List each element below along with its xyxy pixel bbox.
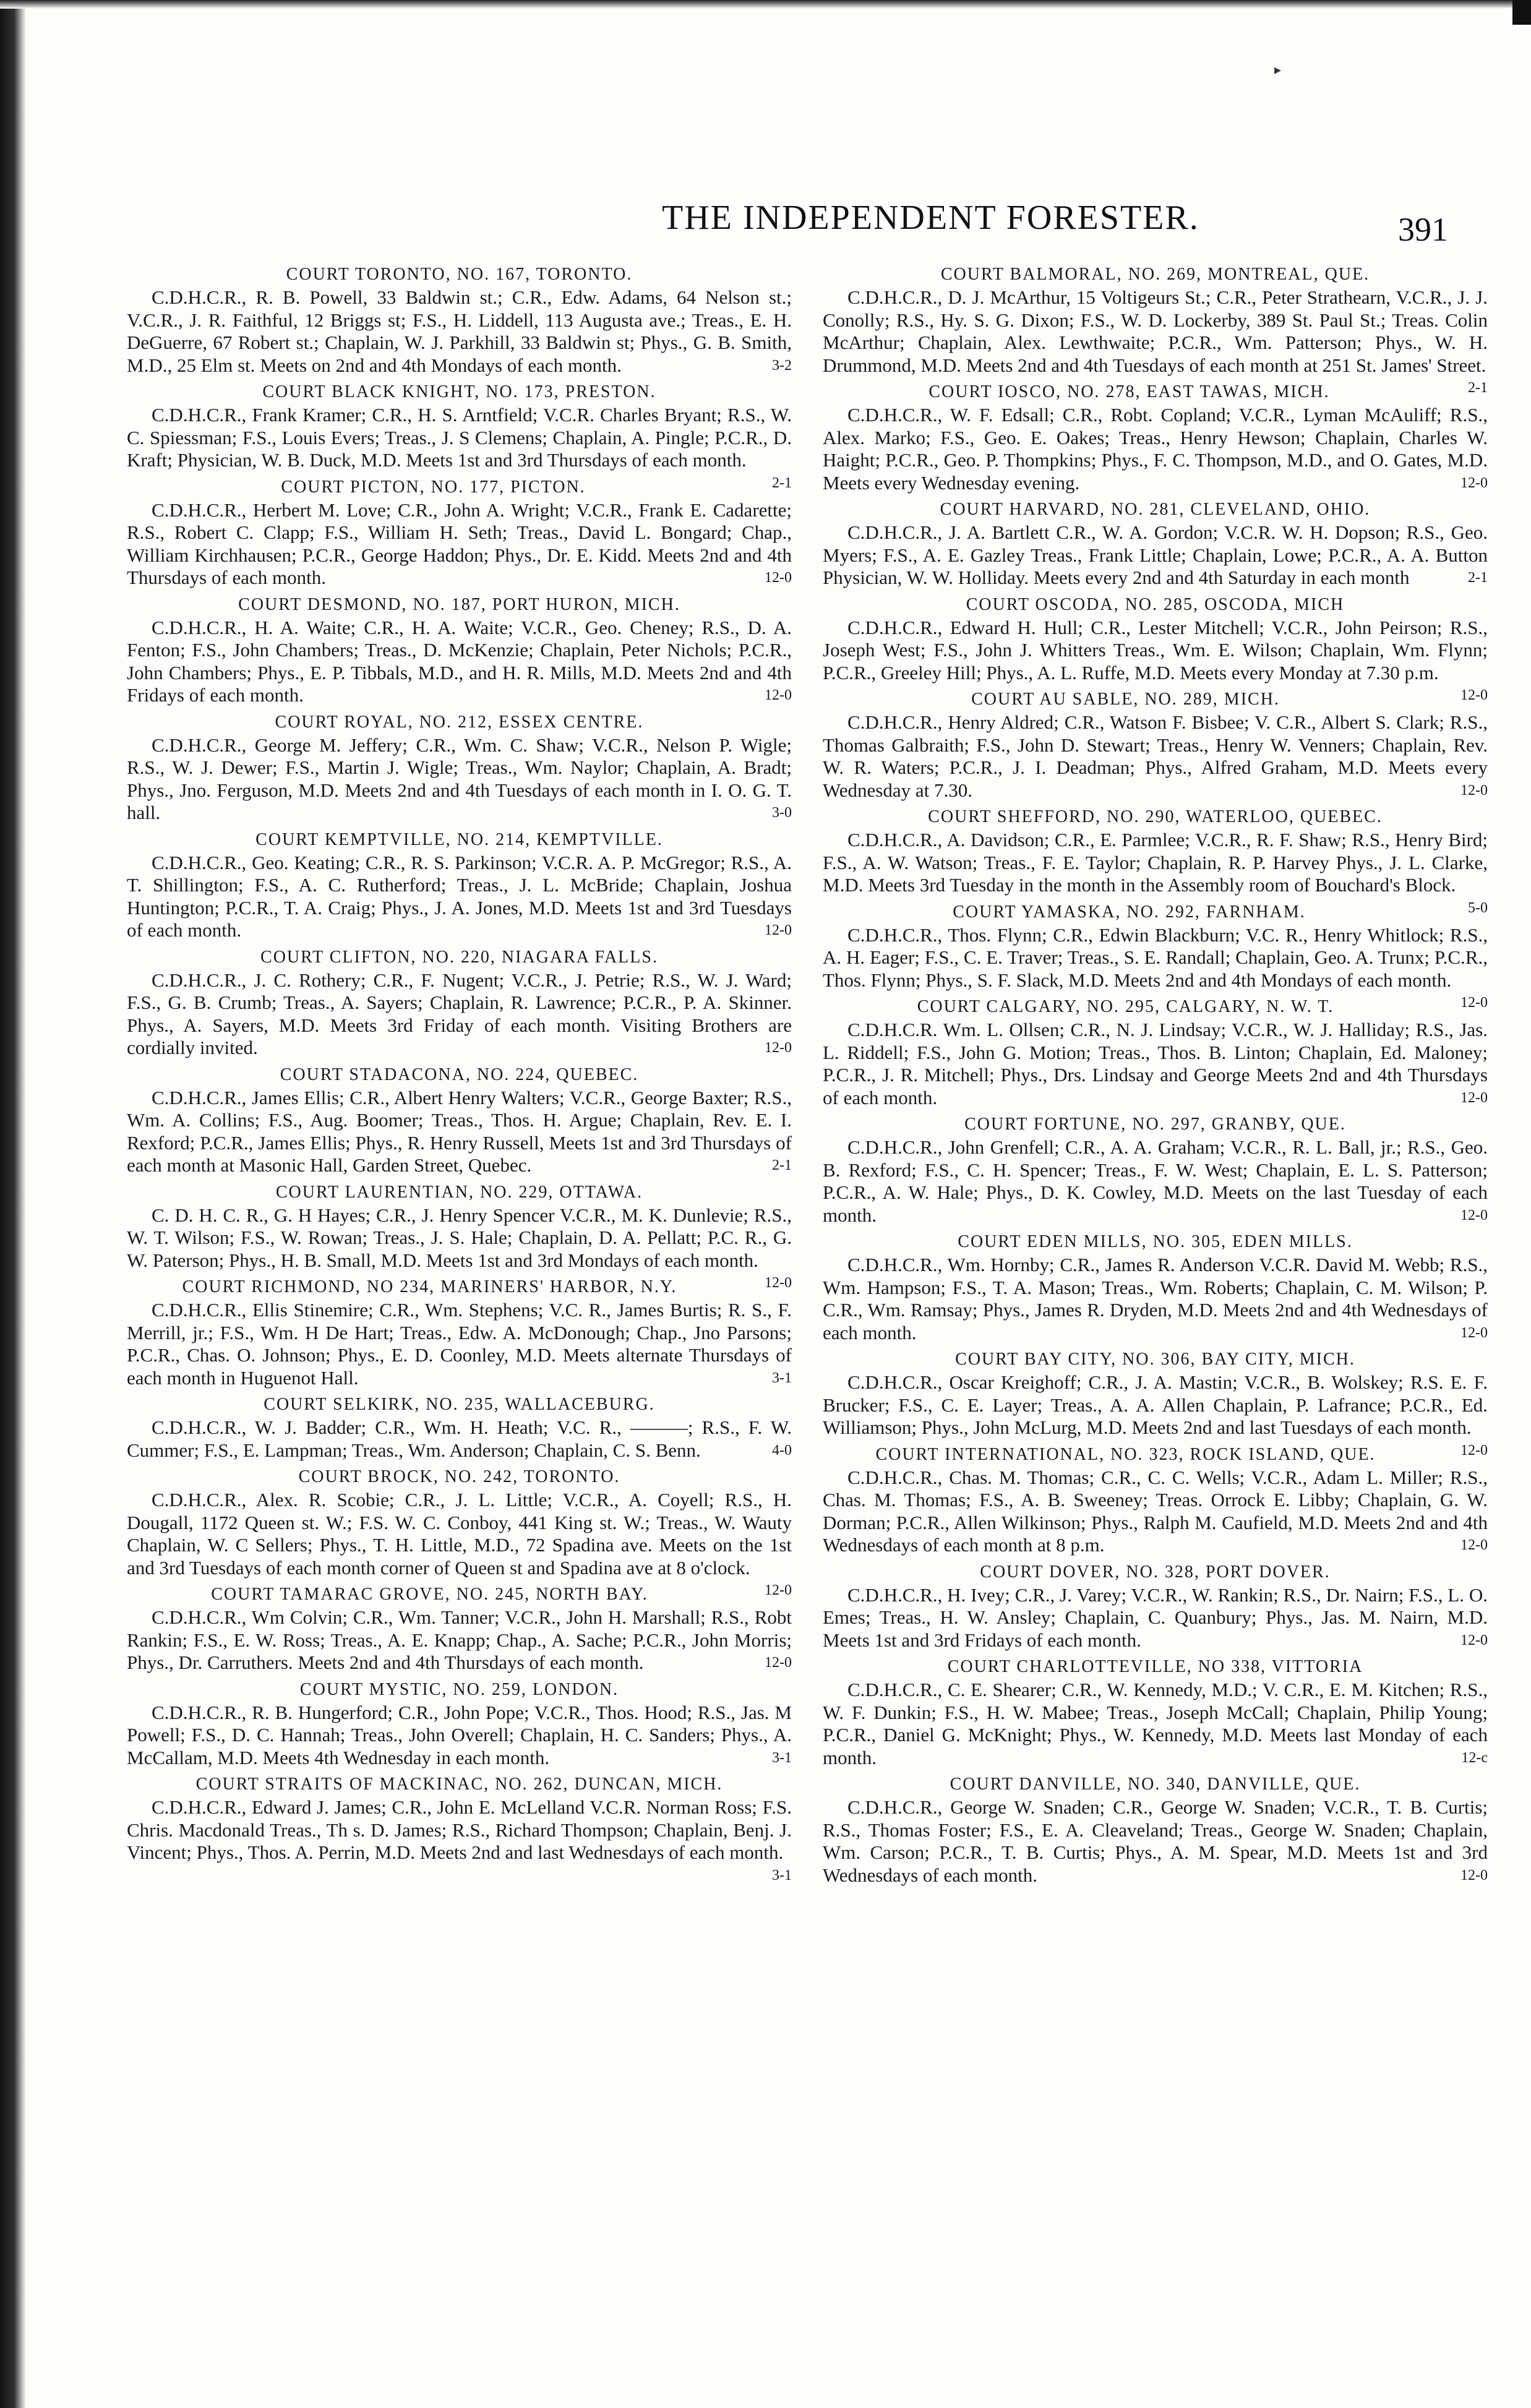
- court-code: 3-2: [772, 357, 792, 374]
- court-heading: COURT DESMOND, NO. 187, PORT HURON, MICH.: [238, 594, 680, 614]
- court-body-text: C.D.H.C.R., H. A. Waite; C.R., H. A. Waite; V.C.R., Geo. Cheney; R.S., D. A. Fenton; F.S., John Chambers; Treas., D. McKenzie; Chaplain, Peter Nichols; P.C.R., John Chambers; Phys., E. P. Tibbals, M.D., and H. R. Mills, M.D. Meets 2nd and 4th Fridays of each month.: [127, 616, 792, 706]
- court-entry: [823, 1561, 1488, 1652]
- court-entry: [127, 263, 792, 377]
- court-body: [127, 1416, 792, 1462]
- court-body: [127, 1796, 792, 1883]
- court-code: 12-0: [765, 1655, 792, 1671]
- court-entry: [127, 1275, 792, 1389]
- court-entry: [127, 1393, 792, 1462]
- court-heading: COURT INTERNATIONAL, NO. 323, ROCK ISLAND, QUE.: [875, 1444, 1376, 1464]
- court-code: 12-0: [1460, 1207, 1488, 1223]
- court-body: [127, 286, 792, 377]
- court-heading: COURT MYSTIC, NO. 259, LONDON.: [299, 1679, 619, 1699]
- court-body-text: C.D.H.C.R., Ellis Stinemire; C.R., Wm. Stephens; V.C. R., James Burtis; R. S., F. Merrill, jr.; F.S., Wm. H De Hart; Treas., Edw. A. McDonough; Chap., Jno Parsons; P.C.R., Chas. O. Johnson; Phys., E. D. Coonley, M.D. Meets alternate Thursdays of each month in Huguenot Hall.: [127, 1299, 792, 1389]
- court-heading: COURT SHEFFORD, NO. 290, WATERLOO, QUEBEC.: [928, 807, 1383, 826]
- court-body: [823, 1254, 1488, 1344]
- court-heading: COURT HARVARD, NO. 281, CLEVELAND, OHIO.: [940, 500, 1371, 519]
- court-heading: COURT TAMARAC GROVE, NO. 245, NORTH BAY.: [211, 1585, 648, 1604]
- court-heading: COURT EDEN MILLS, NO. 305, EDEN MILLS.: [958, 1232, 1353, 1251]
- court-heading: COURT BROCK, NO. 242, TORONTO.: [298, 1467, 620, 1486]
- court-entry: [127, 946, 792, 1060]
- court-code: 3-1: [772, 1867, 792, 1883]
- court-body: [823, 1467, 1488, 1557]
- court-heading: COURT PICTON, NO. 177, PICTON.: [281, 477, 586, 497]
- court-body: [127, 617, 792, 707]
- court-body-text: C.D.H.C.R., R. B. Hungerford; C.R., John Pope; V.C.R., Thos. Hood; R.S., Jas. M Powell; F.S., D. C. Hannah; Treas., John Overell; Chaplain, H. C. Sanders; Phys., A. McCallam, M.D. Meets 4th Wednesday in each month.: [127, 1701, 792, 1768]
- court-entry: [127, 476, 792, 589]
- court-code: 12-0: [765, 687, 792, 703]
- court-body: [823, 1796, 1488, 1887]
- court-code: 12-0: [1460, 1537, 1488, 1553]
- court-body: [127, 734, 792, 825]
- court-body-text: C.D.H.C.R., Frank Kramer; C.R., H. S. Arntfield; V.C.R. Charles Bryant; R.S., W. C. Spiessman; F.S., Louis Evers; Treas., J. S Clemens; Chaplain, A. Pingle; P.C.R., D. Kraft; Physician, W. B. Duck, M.D. Meets 1st and 3rd Thursdays of each month.: [127, 404, 792, 471]
- court-heading: COURT CALGARY, NO. 295, CALGARY, N. W. T.: [917, 997, 1334, 1016]
- court-body: [823, 1584, 1488, 1652]
- court-body: [823, 1019, 1488, 1109]
- court-heading: COURT DANVILLE, NO. 340, DANVILLE, QUE.: [950, 1775, 1361, 1794]
- court-heading: COURT BALMORAL, NO. 269, MONTREAL, QUE.: [940, 265, 1370, 284]
- court-code: 2-1: [772, 1157, 792, 1173]
- court-code: 2-1: [772, 474, 792, 491]
- court-code: 12-0: [765, 1040, 792, 1056]
- court-heading: COURT LAURENTIAN, NO. 229, OTTAWA.: [275, 1182, 643, 1202]
- court-code: 12-0: [1460, 782, 1488, 799]
- court-code: 12-0: [1460, 474, 1488, 491]
- court-body: [823, 1136, 1488, 1227]
- court-heading: COURT CLIFTON, NO. 220, NIAGARA FALLS.: [260, 947, 658, 967]
- court-body-text: C.D.H.C.R., C. E. Shearer; C.R., W. Kennedy, M.D.; V. C.R., E. M. Kitchen; R.S., W. F. Dunkin; F.S., H. W. Mabee; Treas., Joseph McCall; Chaplain, Philip Young; P.C.R., Daniel G. McKnight; Phys., W. Kennedy, M.D. Meets last Monday of each month.: [823, 1679, 1488, 1768]
- court-entry: [823, 1443, 1488, 1557]
- court-code: 12-0: [1460, 1089, 1488, 1106]
- court-entry: [823, 498, 1488, 589]
- court-entry: [127, 593, 792, 707]
- court-entry: [127, 711, 792, 825]
- court-code: 12-0: [1460, 1867, 1488, 1883]
- court-entry: [127, 1583, 792, 1674]
- court-code: 12-0: [765, 1582, 792, 1598]
- court-code: 12-0: [1460, 1632, 1488, 1648]
- court-heading: COURT KEMPTVILLE, NO. 214, KEMPTVILLE.: [255, 829, 663, 849]
- court-body-text: C.D.H.C.R., Alex. R. Scobie; C.R., J. L. Little; V.C.R., A. Coyell; R.S., H. Dougall, 1172 Queen st. W.; F.S. W. C. Conboy, 441 King st. W.; Treas., W. Wauty Chaplain, W. C Sellers; Phys., T. H. Little, M.D., 72 Spadina ave. Meets on the 1st and 3rd Tuesdays of each month corner of Queen st and Spadina ave at 8 o'clock.: [127, 1489, 792, 1579]
- court-heading: COURT YAMASKA, NO. 292, FARNHAM.: [953, 902, 1306, 922]
- court-entry: [823, 1773, 1488, 1887]
- court-entry: [127, 828, 792, 942]
- court-heading: COURT ROYAL, NO. 212, ESSEX CENTRE.: [275, 712, 644, 732]
- court-heading: COURT DOVER, NO. 328, PORT DOVER.: [980, 1562, 1331, 1582]
- page-shadow-top: [0, 0, 1531, 9]
- court-entry: [823, 688, 1488, 802]
- court-body-text: C.D.H.C.R., Herbert M. Love; C.R., John A. Wright; V.C.R., Frank E. Cadarette; R.S., Robert C. Clapp; F.S., William H. Seth; Treas., David L. Bongard; Chap., William Kirchhausen; P.C.R., George Haddon; Phys., Dr. E. Kidd. Meets 2nd and 4th Thursdays of each month.: [127, 499, 792, 588]
- court-code: 3-1: [772, 1369, 792, 1386]
- right-column: [823, 263, 1488, 2366]
- court-code: 12-0: [1460, 995, 1488, 1011]
- court-body-text: C.D.H.C.R., Edward H. Hull; C.R., Lester Mitchell; V.C.R., John Peirson; R.S., Joseph West; F.S., John J. Whitters Treas., Wm. E. Wilson; Chaplain, Wm. Flynn; P.C.R., Greeley Hill; Phys., A. L. Ruffe, M.D. Meets every Monday at 7.30 p.m.: [823, 616, 1488, 683]
- court-body: [127, 1606, 792, 1674]
- court-heading: COURT AU SABLE, NO. 289, MICH.: [971, 690, 1280, 709]
- court-heading: COURT IOSCO, NO. 278, EAST TAWAS, MICH.: [928, 382, 1330, 401]
- court-body: [127, 969, 792, 1060]
- court-body-text: C.D.H.C.R., Wm Colvin; C.R., Wm. Tanner; V.C.R., John H. Marshall; R.S., Robt Rankin; F.S., E. W. Ross; Treas., A. E. Knapp; Chap., A. Sache; P.C.R., John Morris; Phys., Dr. Carruthers. Meets 2nd and 4th Thursdays of each month.: [127, 1606, 792, 1673]
- court-code: 12-c: [1461, 1749, 1488, 1766]
- court-entry: [127, 1773, 792, 1883]
- court-body-text: C.D.H.C.R., D. J. McArthur, 15 Voltigeurs St.; C.R., Peter Strathearn, V.C.R., J. J. Conolly; R.S., Hy. S. G. Dixon; F.S., W. D. Lockerby, 389 St. Paul St.; Treas. Colin McArthur; Chaplain, Alex. Lewthwaite; P.C.R., Wm. Patterson; Phys., W. H. Drummond, M.D. Meets 2nd and 4th Tuesdays of each month at 251 St. James' Street.: [823, 286, 1488, 376]
- court-body-text: C.D.H.C.R., George M. Jeffery; C.R., Wm. C. Shaw; V.C.R., Nelson P. Wigle; R.S., W. J. Dewer; F.S., Martin J. Wigle; Treas., Wm. Naylor; Chaplain, A. Bradt; Phys., Jno. Ferguson, M.D. Meets 2nd and 4th Tuesdays of each month in I. O. G. T. hall.: [127, 734, 792, 823]
- court-body-text: C.D.H.C.R., Chas. M. Thomas; C.R., C. C. Wells; V.C.R., Adam L. Miller; R.S., Chas. M. Thomas; F.S., A. B. Sweeney; Treas. Orrock E. Libby; Chaplain, G. W. Dorman; P.C.R., Allen Wilkinson; Phys., Ralph M. Caufield, M.D. Meets 2nd and 4th Wednesdays of each month at 8 p.m.: [823, 1466, 1488, 1556]
- court-body-text: C.D.H.C.R., Wm. Hornby; C.R., James R. Anderson V.C.R. David M. Webb; R.S., Wm. Hampson; F.S., T. A. Mason; Treas., Wm. Roberts; Chaplain, C. M. Wilson; P. C.R., Wm. Ramsay; Phys., James R. Dryden, M.D. Meets 2nd and 4th Wednesdays of each month.: [823, 1254, 1488, 1343]
- page-shadow-left: [0, 0, 26, 2408]
- court-entry: [823, 1230, 1488, 1344]
- court-body-text: C.D.H.C.R., A. Davidson; C.R., E. Parmlee; V.C.R., R. F. Shaw; R.S., Henry Bird; F.S., A. W. Watson; Treas., F. E. Taylor; Chaplain, R. P. Harvey Phys., J. L. Clarke, M.D. Meets 3rd Tuesday in the month in the Assembly room of Bouchard's Block.: [823, 829, 1488, 896]
- court-body: [823, 711, 1488, 802]
- court-body-text: C.D.H.C.R., J. A. Bartlett C.R., W. A. Gordon; V.C.R. W. H. Dopson; R.S., Geo. Myers; F.S., A. E. Gazley Treas., Frank Little; Chaplain, Lowe; P.C.R., A. A. Button Physician, W. W. Holliday. Meets every 2nd and 4th Saturday in each month: [823, 521, 1488, 588]
- court-code: 12-0: [1460, 687, 1488, 703]
- court-heading: COURT BAY CITY, NO. 306, BAY CITY, MICH.: [955, 1350, 1355, 1369]
- court-code: 3-0: [772, 805, 792, 821]
- court-body: [823, 1679, 1488, 1769]
- court-code: 4-0: [772, 1442, 792, 1459]
- court-code: 12-0: [765, 922, 792, 938]
- court-body-text: C.D.H.C.R., George W. Snaden; C.R., George W. Snaden; V.C.R., T. B. Curtis; R.S., Thomas Foster; F.S., E. A. Cleaveland; Treas., George W. Snaden; Chaplain, Wm. Carson; P.C.R., T. B. Curtis; Phys., A. M. Spear, M.D. Meets 1st and 3rd Wednesdays of each month.: [823, 1796, 1488, 1886]
- court-body-text: C.D.H.C.R., Edward J. James; C.R., John E. McLelland V.C.R. Norman Ross; F.S. Chris. Macdonald Treas., Th s. D. James; R.S., Richard Thompson; Chaplain, Benj. J. Vincent; Phys., Thos. A. Perrin, M.D. Meets 2nd and last Wednesdays of each month.: [127, 1796, 792, 1863]
- stray-mark: ▸: [1274, 62, 1282, 77]
- court-body-text: C.D.H.C.R. Wm. L. Ollsen; C.R., N. J. Lindsay; V.C.R., W. J. Halliday; R.S., Jas. L. Riddell; F.S., John G. Motion; Treas., Thos. B. Linton; Chaplain, Ed. Maloney; P.C.R., J. R. Mitchell; Phys., Drs. Lindsay and George Meets 2nd and 4th Thursdays of each month.: [823, 1019, 1488, 1108]
- court-body-text: C.D.H.C.R., W. J. Badder; C.R., Wm. H. Heath; V.C. R., ———; R.S., F. W. Cummer; F.S., E. Lampman; Treas., Wm. Anderson; Chaplain, C. S. Benn.: [127, 1416, 792, 1461]
- court-code: 5-0: [1468, 899, 1488, 916]
- court-entry: [823, 1113, 1488, 1227]
- court-heading: COURT SELKIRK, NO. 235, WALLACEBURG.: [264, 1395, 655, 1414]
- court-heading: COURT FORTUNE, NO. 297, GRANBY, QUE.: [964, 1115, 1346, 1134]
- court-body: [127, 499, 792, 589]
- court-body-text: C.D.H.C.R., J. C. Rothery; C.R., F. Nugent; V.C.R., J. Petrie; R.S., W. J. Ward; F.S., G. B. Crumb; Treas., A. Sayers; Chaplain, R. Lawrence; P.C.R., P. A. Skinner. Phys., A. Sayers, M.D. Meets 3rd Friday of each month. Visiting Brothers are cordially invited.: [127, 969, 792, 1058]
- page-corner-mark: [1512, 0, 1531, 25]
- court-code: 3-1: [772, 1749, 792, 1766]
- court-heading: COURT TORONTO, NO. 167, TORONTO.: [286, 265, 633, 284]
- court-body: [127, 1702, 792, 1770]
- running-head: THE INDEPENDENT FORESTER.: [662, 199, 1199, 237]
- court-entry: [127, 1063, 792, 1177]
- court-heading: COURT CHARLOTTEVILLE, NO 338, VITTORIA: [947, 1657, 1363, 1676]
- court-heading: COURT STADACONA, NO. 224, QUEBEC.: [280, 1065, 639, 1084]
- court-body-text: C.D.H.C.R., Henry Aldred; C.R., Watson F. Bisbee; V. C.R., Albert S. Clark; R.S., Thomas Galbraith; F.S., John D. Stewart; Treas., Henry W. Venners; Chaplain, Rev. W. R. Waters; P.C.R., J. I. Deadman; Phys., Alfred Graham, M.D. Meets every Wednesday at 7.30.: [823, 711, 1488, 801]
- court-body: [127, 1299, 792, 1389]
- court-entry: [823, 1655, 1488, 1769]
- page-number: 391: [1398, 211, 1448, 248]
- court-body-text: C.D.H.C.R., John Grenfell; C.R., A. A. Graham; V.C.R., R. L. Ball, jr.; R.S., Geo. B. Rexford; F.S., C. H. Spencer; Treas., F. W. West; Chaplain, E. L. S. Patterson; P.C.R., A. W. Hale; Phys., D. K. Cowley, M.D. Meets on the last Tuesday of each month.: [823, 1136, 1488, 1226]
- court-body: [127, 1087, 792, 1177]
- court-heading: COURT OSCODA, NO. 285, OSCODA, MICH: [966, 594, 1345, 614]
- court-body-text: C.D.H.C.R., James Ellis; C.R., Albert Henry Walters; V.C.R., George Baxter; R.S., Wm. A. Collins; F.S., Aug. Boomer; Treas., Thos. H. Argue; Chaplain, Rev. E. I. Rexford; P.C.R., James Ellis; Phys., R. Henry Russell, Meets 1st and 3rd Thursdays of each month at Masonic Hall, Garden Street, Quebec.: [127, 1086, 792, 1176]
- court-code: 12-0: [1460, 1442, 1488, 1459]
- court-code: 2-1: [1468, 570, 1488, 586]
- court-body-text: C.D.H.C.R., Oscar Kreighoff; C.R., J. A. Mastin; V.C.R., B. Wolskey; R.S. E. F. Brucker; F.S., C. E. Layer; Treas., A. A. Allen Chaplain, P. Lafrance; P.C.R., Ed. Williamson; Phys., John McLurg, M.D. Meets 2nd and last Tuesdays of each month.: [823, 1371, 1488, 1438]
- court-body: [127, 852, 792, 942]
- court-body-text: C.D.H.C.R., Thos. Flynn; C.R., Edwin Blackburn; V.C. R., Henry Whitlock; R.S., A. H. Eager; F.S., C. E. Traver; Treas., S. E. Randall; Chaplain, Geo. A. Trunx; P.C.R., Thos. Flynn; Phys., S. F. Slack, M.D. Meets 2nd and 4th Mondays of each month.: [823, 923, 1488, 991]
- court-code: 12-0: [765, 1275, 792, 1291]
- court-body-text: C.D.H.C.R., R. B. Powell, 33 Baldwin st.; C.R., Edw. Adams, 64 Nelson st.; V.C.R., J. R. Faithful, 12 Briggs st; F.S., H. Liddell, 113 Augusta ave.; Treas., E. H. DeGuerre, 67 Robert st.; Chaplain, W. J. Parkhill, 33 Baldwin st; Phys., G. B. Smith, M.D., 25 Elm st. Meets on 2nd and 4th Mondays of each month.: [127, 286, 792, 376]
- court-entry: [823, 380, 1488, 494]
- court-body: [823, 521, 1488, 589]
- court-body-text: C.D.H.C.R., Geo. Keating; C.R., R. S. Parkinson; V.C.R. A. P. McGregor; R.S., A. T. Shillington; F.S., A. C. Rutherford; Treas., J. L. McBride; Chaplain, Joshua Huntington; P.C.R., T. A. Craig; Phys., J. A. Jones, M.D. Meets 1st and 3rd Tuesdays of each month.: [127, 851, 792, 941]
- court-code: 12-0: [1460, 1324, 1488, 1341]
- court-code: 12-0: [765, 570, 792, 586]
- court-body-text: C.D.H.C.R., W. F. Edsall; C.R., Robt. Copland; V.C.R., Lyman McAuliff; R.S., Alex. Marko; F.S., Geo. E. Oakes; Treas., Henry Hewson; Chaplain, Charles W. Haight; P.C.R., Geo. P. Thompkins; Phys., F. C. Thompson, M.D., and O. Gates, M.D. Meets every Wednesday evening.: [823, 404, 1488, 494]
- court-body: [823, 404, 1488, 494]
- court-code: 2-1: [1468, 380, 1488, 396]
- court-heading: COURT STRAITS OF MACKINAC, NO. 262, DUNCAN, MICH.: [195, 1775, 723, 1794]
- court-entry: [823, 995, 1488, 1109]
- court-body-text: C.D.H.C.R., H. Ivey; C.R., J. Varey; V.C.R., W. Rankin; R.S., Dr. Nairn; F.S., L. O. Emes; Treas., H. W. Ansley; Chaplain, C. Quanbury; Phys., Jas. M. Nairn, M.D. Meets 1st and 3rd Fridays of each month.: [823, 1583, 1488, 1651]
- court-heading: COURT BLACK KNIGHT, NO. 173, PRESTON.: [262, 382, 656, 401]
- court-entry: [127, 1678, 792, 1770]
- court-heading: COURT RICHMOND, NO 234, MARINERS' HARBOR, N.Y.: [182, 1277, 677, 1296]
- left-column: [127, 263, 792, 2366]
- court-body-text: C. D. H. C. R., G. H Hayes; C.R., J. Henry Spencer V.C.R., M. K. Dunlevie; R.S., W. T. Wilson; F.S., W. Rowan; Treas., J. S. Hale; Chaplain, D. A. Pellatt; P.C. R., G. W. Paterson; Phys., H. B. Small, M.D. Meets 1st and 3rd Mondays of each month.: [127, 1204, 792, 1271]
